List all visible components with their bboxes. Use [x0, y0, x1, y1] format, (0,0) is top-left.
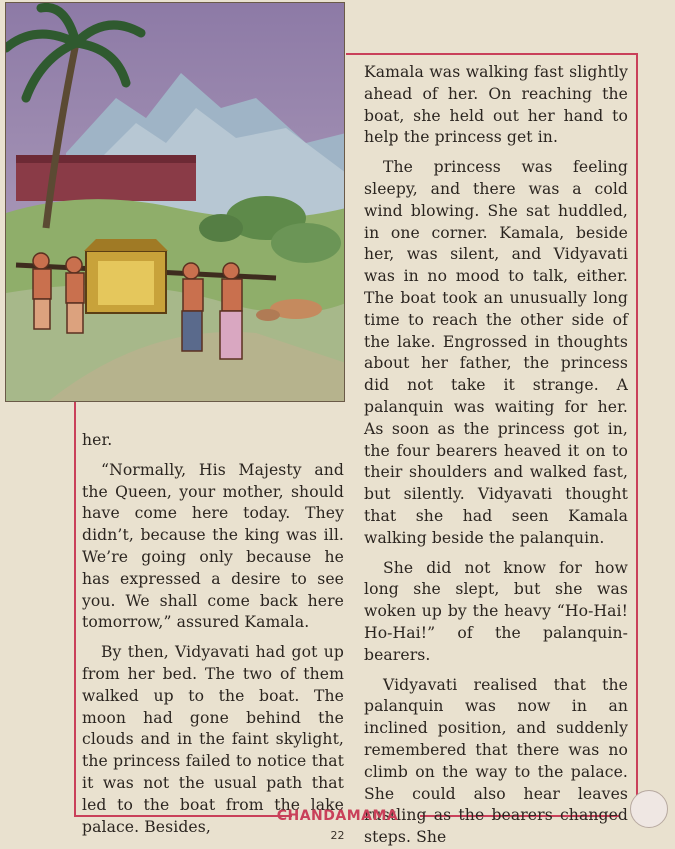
paragraph: “Normally, His Majesty and the Queen, your mother, should have come here today. They didn’t, because the king was ill. We’re going only because he has expressed a desire to see you. We shall come back here tomorrow,” assured Kamala. — [82, 460, 344, 632]
paragraph: Vidyavati realised that the palanquin was now in an inclined position, and suddenly remembered that there was no climb on the way to the palace. She could also hear leaves rustling as the bearers changed steps. She — [364, 675, 628, 847]
paragraph: By then, Vidyavati had got up from her bed. The two of them walked up to the boat. The moon had gone behind the clouds and in the faint skylight, the princess failed to notice that it was not the usual path that led to the boat from the lake palace. Besides, — [82, 643, 344, 836]
paragraph: her. — [82, 431, 113, 449]
right-column-top-rule — [346, 53, 637, 55]
paragraph: She did not know for how long she slept, but she was woken up by the heavy “Ho-Hai! Ho-Hai!” of the palanquin-bearers. — [364, 558, 628, 664]
library-stamp-icon — [630, 790, 668, 828]
paragraph: Kamala was walking fast slightly ahead of her. On reaching the boat, she held out her hand to help the princess get in. — [364, 63, 628, 147]
paragraph: The princess was feeling sleepy, and there was a cold wind blowing. She sat huddled, in one corner. Kamala, beside her, was silent, and Vidyavati was in no mood to talk, either. The boat took an unusually long time to reach the other side of the lake. Engrossed in thoughts about her father, the princess did not take it strange. A palanquin was waiting for her. As soon as the princess got in, the four bearers heaved it on to their shoulders and walked fast, but silently. Vidyavati thought that she had seen Kamala walking beside the palanquin. — [364, 158, 628, 547]
palanquin-illustration — [6, 3, 345, 402]
right-text-column — [364, 62, 628, 849]
left-column-left-rule — [74, 402, 76, 816]
page-number: 22 — [330, 829, 345, 839]
story-illustration — [5, 2, 345, 402]
right-column-right-rule — [636, 53, 638, 797]
left-text-column — [82, 430, 344, 838]
magazine-name: CHANDAMAMA — [276, 808, 399, 824]
